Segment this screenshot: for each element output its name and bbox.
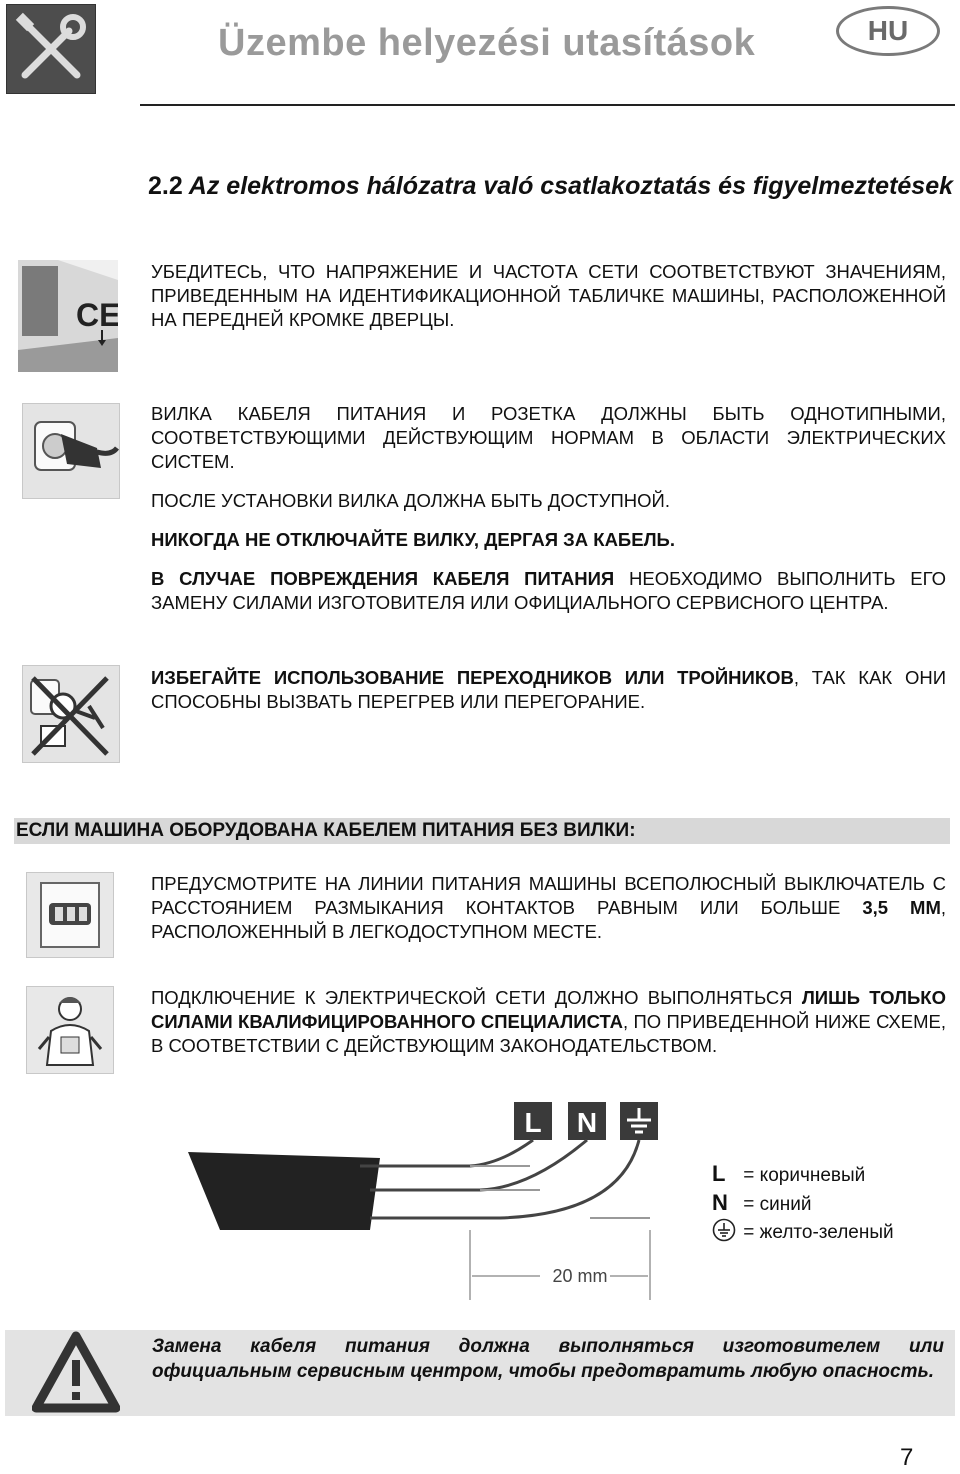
legend-key-l: L — [712, 1161, 726, 1186]
legend-color-yellow-green: желто-зеленый — [759, 1222, 894, 1243]
ce-plate-image — [18, 260, 118, 372]
adapters-rest: , ТАК КАК ОНИ СПОСОБНЫ ВЫЗВАТЬ ПЕРЕГРЕВ ИЛИ ПЕРЕГОРАНИЕ. — [151, 667, 946, 712]
legend-eq-l: = — [743, 1165, 755, 1186]
plug-socket-paragraph: ВИЛКА КАБЕЛЯ ПИТАНИЯ И РОЗЕТКА ДОЛЖНЫ БЫТЬ ОДНОТИПНЫМИ, СООТВЕТСТВУЮЩИМИ ДЕЙСТВУЮЩИМ НОРМАМ В ОБЛАСТИ ЭЛЕКТРИЧЕСКИХ СИСТЕМ. — [151, 403, 946, 472]
no-adapters-image — [22, 665, 120, 763]
technician-image — [26, 986, 114, 1074]
document-title: Üzembe helyezési utasítások — [218, 22, 756, 64]
adapters-emphasis: ИЗБЕГАЙТЕ ИСПОЛЬЗОВАНИЕ ПЕРЕХОДНИКОВ ИЛИ ТРОЙНИКОВ — [151, 667, 794, 688]
cable-damage-rest: НЕОБХОДИМО ВЫПОЛНИТЬ ЕГО ЗАМЕНУ СИЛАМИ ИЗГОТОВИТЕЛЯ ИЛИ ОФИЦИАЛЬНОГО СЕРВИСНОГО ЦЕНТРА. — [151, 568, 946, 613]
legend-row-ground — [712, 1217, 894, 1247]
strip-length-label: 20 mm — [552, 1266, 608, 1286]
header-divider — [140, 104, 955, 106]
warning-triangle-icon — [32, 1330, 120, 1416]
legend-row-l — [712, 1160, 865, 1190]
warning-text: Замена кабеля питания должна выполняться изготовителем или официальным сервисным центром, чтобы предотвратить любую опасность. — [152, 1336, 944, 1382]
legend-key-n: N — [712, 1190, 728, 1215]
wiring-diagram — [180, 1090, 670, 1305]
language-badge: HU — [836, 6, 940, 56]
legend-row-n — [712, 1189, 812, 1219]
connect-emphasis: ЛИШЬ ТОЛЬКО СИЛАМИ КВАЛИФИЦИРОВАННОГО СПЕЦИАЛИСТА — [151, 987, 946, 1032]
legend-eq-ground: = — [743, 1222, 755, 1243]
connect-text-end: , ПО ПРИВЕДЕННОЙ НИЖЕ СХЕМЕ, В СООТВЕТСТВИИ С ДЕЙСТВУЮЩИМ ЗАКОНОДАТЕЛЬСТВОМ. — [151, 1011, 946, 1056]
omnipolar-switch-image — [26, 872, 114, 958]
connect-text-start: ПОДКЛЮЧЕНИЕ К ЭЛЕКТРИЧЕСКОЙ СЕТИ ДОЛЖНО ВЫПОЛНЯТЬСЯ — [151, 987, 802, 1008]
section-number: 2.2 — [148, 172, 183, 200]
section-title: Az elektromos hálózatra való csatlakoztatás és figyelmeztetések — [188, 172, 954, 200]
no-plug-heading: ЕСЛИ МАШИНА ОБОРУДОВАНА КАБЕЛЕМ ПИТАНИЯ БЕЗ ВИЛКИ: — [16, 820, 636, 841]
never-pull-paragraph: НИКОГДА НЕ ОТКЛЮЧАЙТЕ ВИЛКУ, ДЕРГАЯ ЗА КАБЕЛЬ. — [151, 529, 675, 550]
cable-damage-emphasis: В СЛУЧАЕ ПОВРЕЖДЕНИЯ КАБЕЛЯ ПИТАНИЯ — [151, 568, 615, 589]
switch-paragraph — [151, 872, 946, 944]
legend-color-blue: синий — [759, 1194, 812, 1215]
legend-eq-n: = — [743, 1194, 755, 1215]
adapters-paragraph — [151, 666, 946, 714]
section-heading — [148, 170, 956, 202]
legend-color-brown: коричневый — [759, 1165, 866, 1186]
terminal-n-label: N — [576, 1107, 598, 1138]
qualified-connection-paragraph — [151, 986, 946, 1058]
voltage-paragraph: УБЕДИТЕСЬ, ЧТО НАПРЯЖЕНИЕ И ЧАСТОТА СЕТИ СООТВЕТСТВУЮТ ЗНАЧЕНИЯМ, ПРИВЕДЕННЫМ НА ИДЕНТИФИКАЦИОННОЙ ТАБЛИЧКЕ МАШИНЫ, РАСПОЛОЖЕННОЙ НА ПЕРЕДНЕЙ КРОМКЕ ДВЕРЦЫ. — [151, 261, 946, 330]
page-number: 7 — [900, 1444, 914, 1471]
switch-text-start: ПРЕДУСМОТРИТЕ НА ЛИНИИ ПИТАНИЯ МАШИНЫ ВСЕПОЛЮСНЫЙ ВЫКЛЮЧАТЕЛЬ С РАССТОЯНИЕМ РАЗМЫКАНИЯ КОНТАКТОВ РАВНЫМ ИЛИ БОЛЬШЕ — [151, 873, 946, 918]
svg-text:CE: CE — [76, 297, 118, 333]
switch-distance: 3,5 ММ — [862, 897, 941, 918]
terminal-l-label: L — [524, 1107, 542, 1138]
plug-socket-image — [22, 403, 120, 499]
terminal-ground-icon — [620, 1102, 658, 1140]
switch-text-end: , РАСПОЛОЖЕННЫЙ В ЛЕГКОДОСТУПНОМ МЕСТЕ. — [151, 897, 947, 942]
tools-icon — [6, 4, 96, 94]
plug-accessible-paragraph: ПОСЛЕ УСТАНОВКИ ВИЛКА ДОЛЖНА БЫТЬ ДОСТУПНОЙ. — [151, 490, 670, 511]
ground-icon — [712, 1217, 738, 1245]
cable-damage-paragraph — [151, 567, 946, 615]
